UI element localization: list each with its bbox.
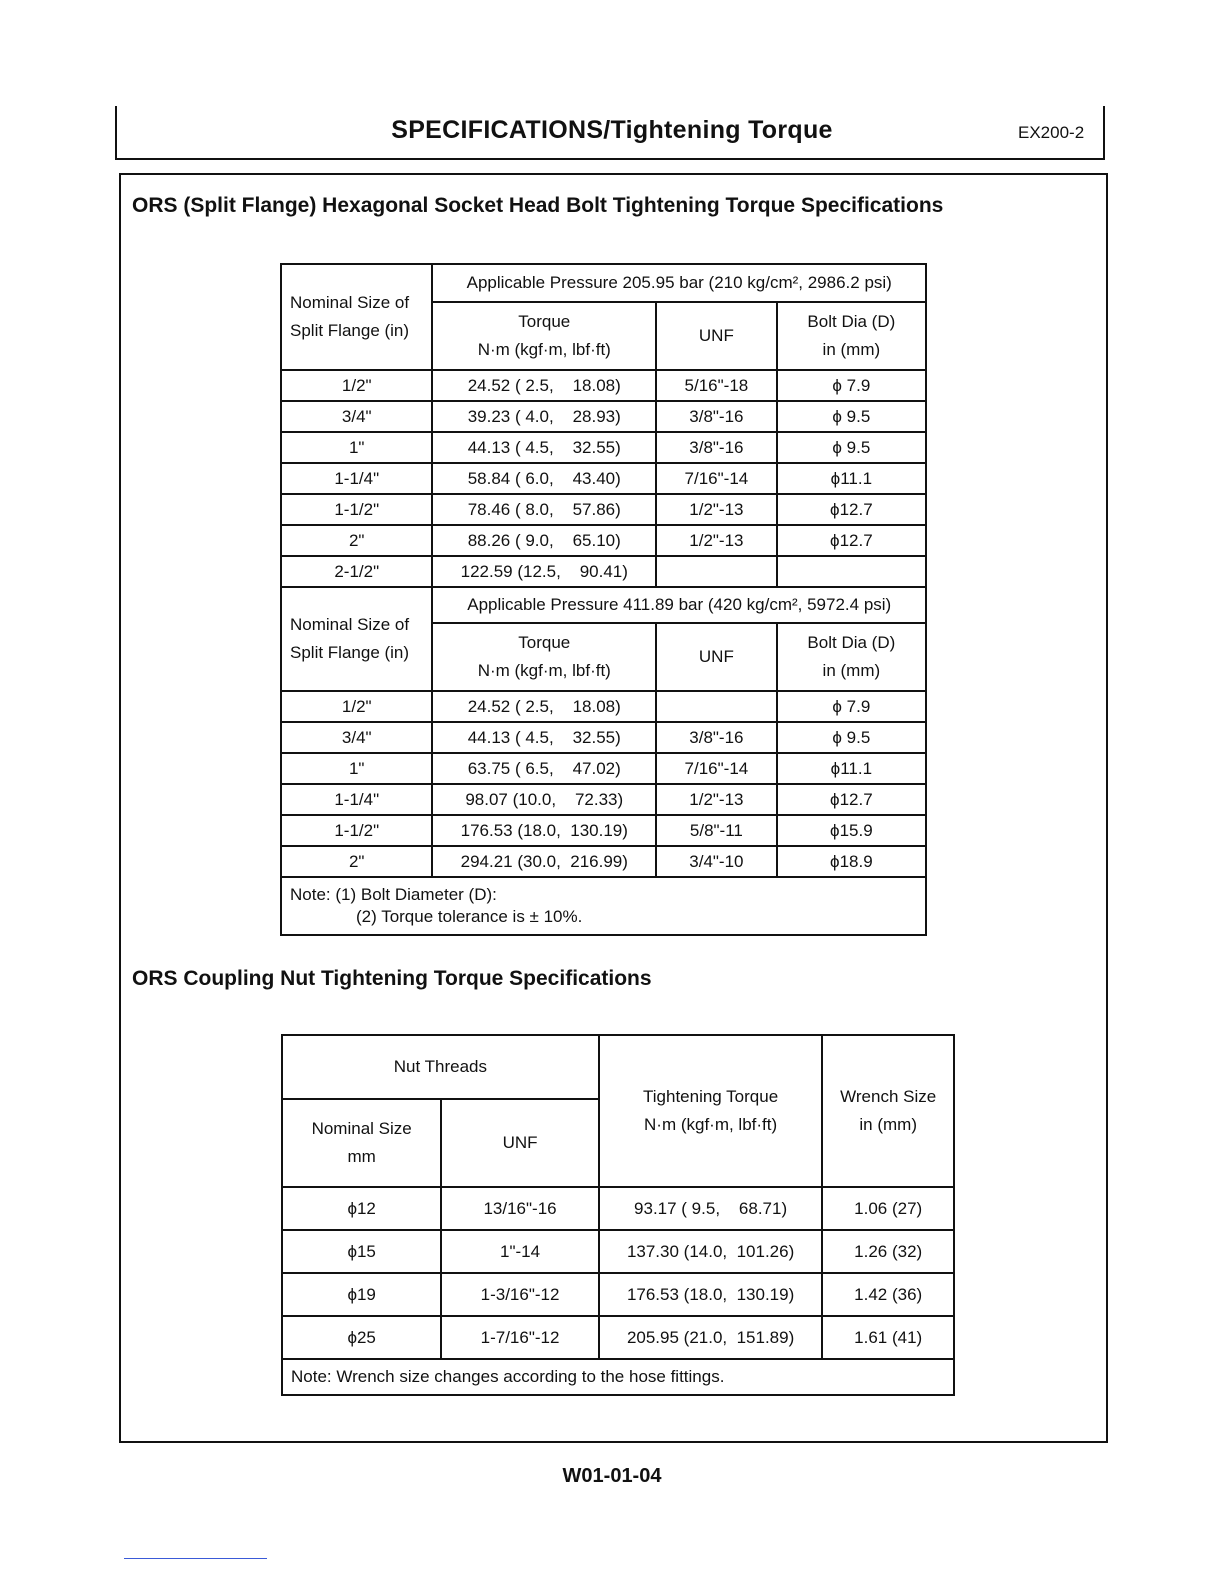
cell-wrench: 1.06 (27)	[822, 1187, 954, 1230]
cell-unf	[656, 556, 777, 587]
table-row	[281, 463, 926, 494]
table-row	[281, 753, 926, 784]
table-row	[281, 556, 926, 587]
table-row	[282, 1187, 954, 1230]
cell-torque: 176.53 (18.0, 130.19)	[432, 815, 656, 846]
cell-size: ϕ15	[282, 1230, 441, 1273]
cell-wrench: 1.42 (36)	[822, 1273, 954, 1316]
cell-bolt: ϕ12.7	[777, 525, 926, 556]
table-row	[281, 846, 926, 877]
cell-size: 3/4"	[281, 722, 432, 753]
applicable-pressure-411: Applicable Pressure 411.89 bar (420 kg/cm², 5972.4 psi)	[432, 587, 926, 623]
table-row	[281, 722, 926, 753]
table-row	[282, 1273, 954, 1316]
split-flange-note: Note: (1) Bolt Diameter (D): (2) Torque tolerance is ± 10%.	[281, 877, 926, 935]
table-row	[282, 1316, 954, 1359]
cell-torque: 88.26 ( 9.0, 65.10)	[432, 525, 656, 556]
table-row	[281, 525, 926, 556]
cell-size: 2"	[281, 525, 432, 556]
cell-bolt: ϕ 7.9	[777, 370, 926, 401]
cell-bolt: ϕ 9.5	[777, 401, 926, 432]
header-nominal-size: Nominal Size of Split Flange (in)	[281, 264, 432, 370]
cell-torque: 98.07 (10.0, 72.33)	[432, 784, 656, 815]
cell-torque: 39.23 ( 4.0, 28.93)	[432, 401, 656, 432]
cell-bolt: ϕ12.7	[777, 784, 926, 815]
cell-size: 1"	[281, 432, 432, 463]
cell-torque: 58.84 ( 6.0, 43.40)	[432, 463, 656, 494]
cell-size: 1/2"	[281, 370, 432, 401]
header-unf-nut: UNF	[441, 1099, 598, 1187]
cell-size: 1/2"	[281, 691, 432, 722]
bottom-blue-line	[124, 1558, 267, 1559]
cell-bolt: ϕ11.1	[777, 753, 926, 784]
page-footer-code: W01-01-04	[562, 1465, 662, 1487]
cell-torque: 93.17 ( 9.5, 68.71)	[599, 1187, 823, 1230]
cell-wrench: 1.26 (32)	[822, 1230, 954, 1273]
cell-size: 1-1/2"	[281, 494, 432, 525]
header-torque-2: Torque N·m (kgf·m, lbf·ft)	[432, 623, 656, 691]
cell-unf: 3/4"-10	[656, 846, 777, 877]
cell-torque: 294.21 (30.0, 216.99)	[432, 846, 656, 877]
table-row	[282, 1230, 954, 1273]
cell-size: 1-1/4"	[281, 463, 432, 494]
cell-torque: 137.30 (14.0, 101.26)	[599, 1230, 823, 1273]
cell-unf: 5/16"-18	[656, 370, 777, 401]
cell-torque: 63.75 ( 6.5, 47.02)	[432, 753, 656, 784]
cell-size: 2-1/2"	[281, 556, 432, 587]
section-title-split-flange: ORS (Split Flange) Hexagonal Socket Head Bolt Tightening Torque Specifications	[132, 194, 944, 217]
cell-torque: 176.53 (18.0, 130.19)	[599, 1273, 823, 1316]
cell-size: ϕ12	[282, 1187, 441, 1230]
cell-torque: 205.95 (21.0, 151.89)	[599, 1316, 823, 1359]
header-bolt-dia-2: Bolt Dia (D) in (mm)	[777, 623, 926, 691]
cell-bolt	[777, 556, 926, 587]
page-title: SPECIFICATIONS/Tightening Torque	[391, 116, 833, 144]
cell-size: 1-1/2"	[281, 815, 432, 846]
table-row	[281, 691, 926, 722]
cell-bolt: ϕ15.9	[777, 815, 926, 846]
cell-unf: 5/8"-11	[656, 815, 777, 846]
header-nut-threads: Nut Threads	[282, 1035, 599, 1099]
cell-bolt: ϕ11.1	[777, 463, 926, 494]
table-row	[281, 401, 926, 432]
coupling-nut-note: Note: Wrench size changes according to the hose fittings.	[282, 1359, 954, 1395]
applicable-pressure-205: Applicable Pressure 205.95 bar (210 kg/cm², 2986.2 psi)	[432, 264, 926, 302]
cell-size: 2"	[281, 846, 432, 877]
cell-bolt: ϕ18.9	[777, 846, 926, 877]
cell-size: 1"	[281, 753, 432, 784]
cell-unf: 7/16"-14	[656, 753, 777, 784]
cell-size: ϕ19	[282, 1273, 441, 1316]
section-title-coupling-nut: ORS Coupling Nut Tightening Torque Specifications	[132, 967, 652, 990]
table-row	[281, 370, 926, 401]
cell-size: 3/4"	[281, 401, 432, 432]
cell-unf: 1/2"-13	[656, 525, 777, 556]
cell-bolt: ϕ 9.5	[777, 722, 926, 753]
cell-torque: 78.46 ( 8.0, 57.86)	[432, 494, 656, 525]
header-unf: UNF	[656, 302, 777, 370]
cell-torque: 44.13 ( 4.5, 32.55)	[432, 722, 656, 753]
header-torque: Torque N·m (kgf·m, lbf·ft)	[432, 302, 656, 370]
header-nominal-size-2: Nominal Size of Split Flange (in)	[281, 587, 432, 691]
header-bottom-rule	[115, 158, 1105, 160]
cell-torque: 122.59 (12.5, 90.41)	[432, 556, 656, 587]
cell-unf: 13/16"-16	[441, 1187, 598, 1230]
header-unf-2: UNF	[656, 623, 777, 691]
cell-bolt: ϕ12.7	[777, 494, 926, 525]
table-row	[281, 494, 926, 525]
cell-torque: 44.13 ( 4.5, 32.55)	[432, 432, 656, 463]
table-row	[281, 784, 926, 815]
header-nominal-size-mm: Nominal Size mm	[282, 1099, 441, 1187]
cell-unf: 1"-14	[441, 1230, 598, 1273]
cell-unf: 3/8"-16	[656, 401, 777, 432]
cell-unf: 1-3/16"-12	[441, 1273, 598, 1316]
cell-unf: 1-7/16"-12	[441, 1316, 598, 1359]
split-flange-torque-table	[280, 263, 927, 936]
cell-bolt: ϕ 9.5	[777, 432, 926, 463]
table-row	[281, 432, 926, 463]
header-wrench-size: Wrench Size in (mm)	[822, 1035, 954, 1187]
cell-unf: 1/2"-13	[656, 784, 777, 815]
coupling-nut-torque-table	[281, 1034, 955, 1396]
table-row	[281, 815, 926, 846]
cell-unf: 3/8"-16	[656, 432, 777, 463]
header-bolt-dia: Bolt Dia (D) in (mm)	[777, 302, 926, 370]
cell-bolt: ϕ 7.9	[777, 691, 926, 722]
model-code: EX200-2	[1018, 123, 1085, 142]
cell-unf: 3/8"-16	[656, 722, 777, 753]
cell-unf: 7/16"-14	[656, 463, 777, 494]
cell-torque: 24.52 ( 2.5, 18.08)	[432, 691, 656, 722]
cell-size: ϕ25	[282, 1316, 441, 1359]
cell-unf	[656, 691, 777, 722]
cell-wrench: 1.61 (41)	[822, 1316, 954, 1359]
cell-size: 1-1/4"	[281, 784, 432, 815]
cell-torque: 24.52 ( 2.5, 18.08)	[432, 370, 656, 401]
header-tightening-torque: Tightening Torque N·m (kgf·m, lbf·ft)	[599, 1035, 823, 1187]
cell-unf: 1/2"-13	[656, 494, 777, 525]
